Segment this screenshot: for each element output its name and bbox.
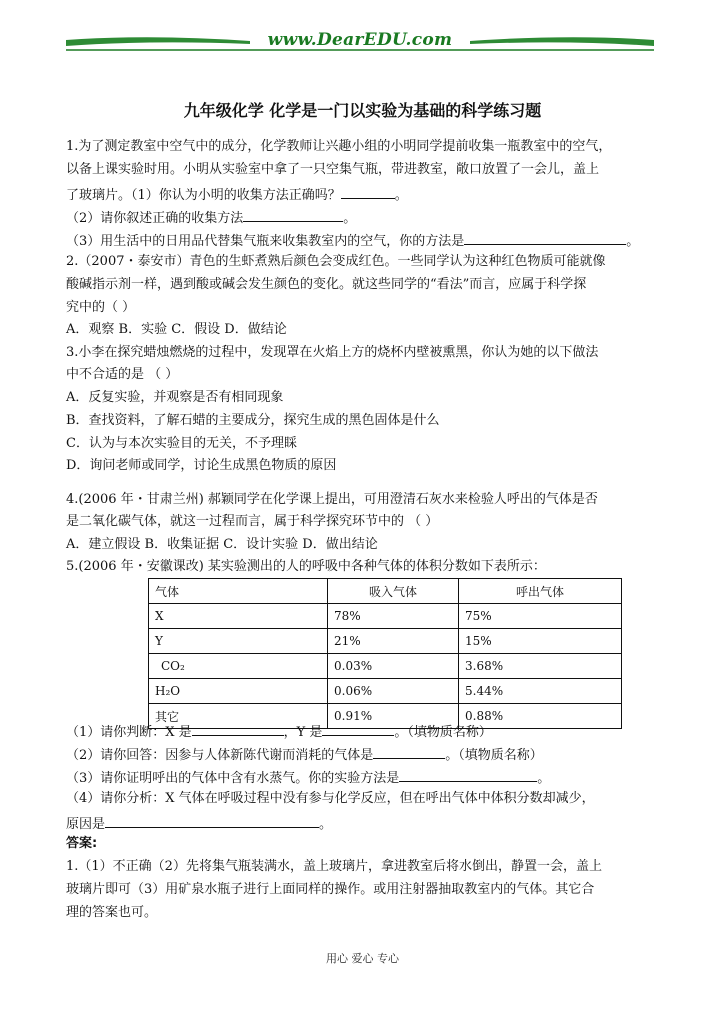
q1-answer-blank-3[interactable] <box>464 230 626 245</box>
q3-line-2: 中不合适的是 （ ） <box>66 367 179 382</box>
table-cell: CO₂ <box>149 654 328 679</box>
q4-line-2: 是二氧化碳气体，就这一过程而言，属于科学探究环节中的 （ ） <box>66 514 439 529</box>
q5-part-4-line-2 <box>66 813 332 834</box>
table-cell: 0.91% <box>328 704 459 729</box>
q5-line-1: 5.(2006 年・安徽课改) 某实验测出的人的呼吸中各种气体的体积分数如下表所示： <box>66 559 546 574</box>
table-header-cell: 气体 <box>149 579 328 604</box>
q5-part-4-text-b: 原因是 <box>66 817 106 832</box>
page-footer: 用心 爱心 专心 <box>326 952 399 965</box>
q3-line-1: 3.小李在探究蜡烛燃烧的过程中，发现罩在火焰上方的烧杯内壁被熏黑，你认为她的以下做法 <box>66 345 599 360</box>
q1-period-1: 。 <box>394 188 408 203</box>
page-title: 九年级化学 化学是一门以实验为基础的科学练习题 <box>183 101 542 120</box>
table-row <box>149 679 622 704</box>
q1-question-2: （2）请你叙述正确的收集方法 <box>66 211 244 226</box>
q2-line-3: 究中的（ ） <box>66 300 136 315</box>
q5-answer-blank-4[interactable] <box>105 813 319 828</box>
table-cell: X <box>149 604 328 629</box>
q2-line-2: 酸碱指示剂一样，遇到酸或碱会发生颜色的变化。就这些同学的“看法”而言，应属于科学探 <box>66 277 587 292</box>
q5-answer-blank-3[interactable] <box>399 767 537 782</box>
table-cell: 5.44% <box>459 679 622 704</box>
q3-option-c: C．认为与本次实验目的无关，不予理睬 <box>66 436 297 451</box>
q5-part-2-text-b: 。（填物质名称） <box>445 748 543 763</box>
table-header-row <box>149 579 622 604</box>
table-cell: 75% <box>459 604 622 629</box>
table-cell: H₂O <box>149 679 328 704</box>
q2-line-1: 2.（2007・泰安市）青色的生虾煮熟后颜色会变成红色。一些同学认为这种红色物质可能就像 <box>66 254 606 269</box>
table-cell: 15% <box>459 629 622 654</box>
table-header-cell: 吸入气体 <box>328 579 459 604</box>
answer-line-1: 1.（1）不正确（2）先将集气瓶装满水，盖上玻璃片，拿进教室后将水倒出，静置一会，盖上 <box>66 859 602 874</box>
q5-part-2-text-a: （2）请你回答：因参与人体新陈代谢而消耗的气体是 <box>66 748 374 763</box>
table-cell: 0.88% <box>459 704 622 729</box>
q4-options: A．建立假设 B．收集证据 C．设计实验 D．做出结论 <box>66 537 378 552</box>
answers-label: 答案: <box>66 836 98 851</box>
q5-answer-blank-y[interactable] <box>322 721 394 736</box>
q1-line-5 <box>66 230 639 251</box>
q2-options: A．观察 B．实验 C．假设 D．做结论 <box>66 322 287 337</box>
header-banner <box>60 28 660 54</box>
answer-line-2: 玻璃片即可（3）用矿泉水瓶子进行上面同样的操作。或用注射器抽取教室内的气体。其它合 <box>66 882 595 897</box>
q3-option-d: D．询问老师或同学，讨论生成黑色物质的原因 <box>66 458 337 473</box>
q1-answer-blank-1[interactable] <box>341 184 395 199</box>
table-cell: 78% <box>328 604 459 629</box>
table-cell: Y <box>149 629 328 654</box>
q5-part-1-text-b: ，Y 是 <box>283 725 323 740</box>
answer-line-3: 理的答案也可。 <box>66 905 158 920</box>
q5-part-4-text-c: 。 <box>319 817 333 832</box>
q1-line-3 <box>66 184 408 205</box>
table-cell: 21% <box>328 629 459 654</box>
q5-part-4-line-1: （4）请你分析：X 气体在呼吸过程中没有参与化学反应，但在呼出气体中体积分数却减少， <box>66 791 595 806</box>
q1-line-2: 以备上课实验时用。小明从实验室中拿了一只空集气瓶，带进教室，敞口放置了一会儿，盖上 <box>66 162 600 177</box>
q5-answer-blank-2[interactable] <box>373 744 445 759</box>
q1-period-2: 。 <box>343 211 357 226</box>
q1-question-3: （3）用生活中的日用品代替集气瓶来收集教室内的空气，你的方法是 <box>66 234 465 249</box>
q1-answer-blank-2[interactable] <box>243 207 343 222</box>
q3-option-b: B．查找资料，了解石蜡的主要成分，探究生成的黑色固体是什么 <box>66 413 440 428</box>
table-header-cell: 呼出气体 <box>459 579 622 604</box>
q1-line-4 <box>66 207 356 228</box>
q5-part-3-text-b: 。 <box>537 771 551 786</box>
q5-part-1 <box>66 721 492 742</box>
q5-part-3 <box>66 767 550 788</box>
q5-answer-blank-x[interactable] <box>192 721 284 736</box>
q5-part-3-text-a: （3）请你证明呼出的气体中含有水蒸气。你的实验方法是 <box>66 771 400 786</box>
q5-part-1-text-a: （1）请你判断：X 是 <box>66 725 192 740</box>
table-row <box>149 604 622 629</box>
gas-composition-table <box>148 578 622 729</box>
table-cell: 3.68% <box>459 654 622 679</box>
table-cell: 0.06% <box>328 679 459 704</box>
site-logo-text: www.DearEDU.com <box>267 30 453 50</box>
q4-line-1: 4.(2006 年・甘肃兰州) 郝颖同学在化学课上提出，可用澄清石灰水来检验人呼出的气体是否 <box>66 492 598 507</box>
q5-part-1-text-c: 。（填物质名称） <box>394 725 492 740</box>
table-cell: 其它 <box>149 704 328 729</box>
q1-line-1: 1.为了测定教室中空气中的成分，化学教师让兴趣小组的小明同学提前收集一瓶教室中的空气， <box>66 139 612 154</box>
q3-option-a: A．反复实验，并观察是否有相同现象 <box>66 390 284 405</box>
table-row <box>149 654 622 679</box>
table-row <box>149 629 622 654</box>
q1-question-1: 了玻璃片。（1）你认为小明的收集方法正确吗？ <box>66 188 341 203</box>
table-cell: 0.03% <box>328 654 459 679</box>
q5-part-2 <box>66 744 543 765</box>
q1-period-3: 。 <box>626 234 640 249</box>
